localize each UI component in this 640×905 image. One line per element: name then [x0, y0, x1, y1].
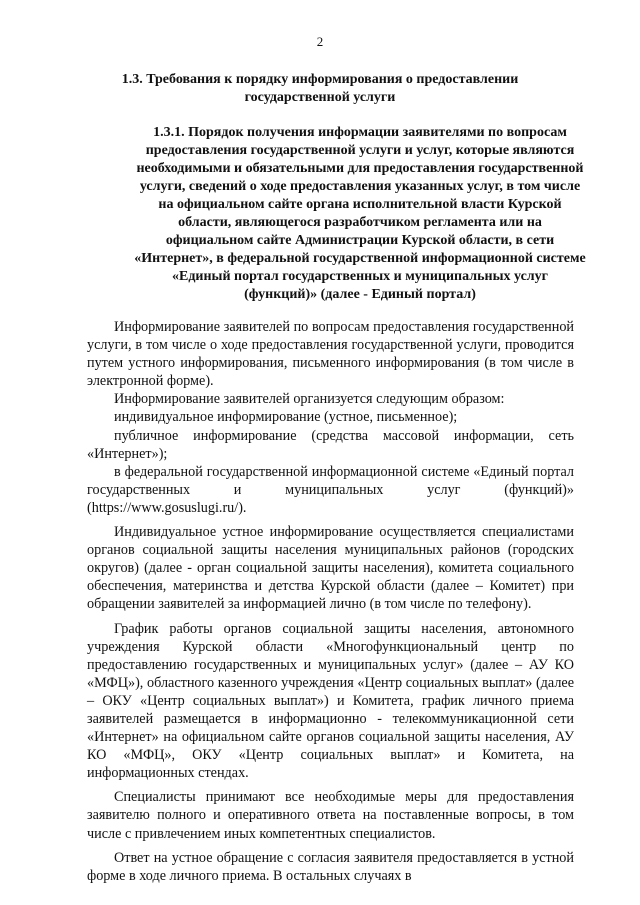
body-paragraph: Информирование заявителей организуется следующим образом:	[114, 391, 505, 408]
subsection-title-line: предоставления государственной услуги и услуг, которые являются	[145, 143, 575, 158]
subsection-title-line: «Интернет», в федеральной государственной информационной системе	[134, 251, 586, 266]
subsection-title-line: 1.3.1. Порядок получения информации заявителями по вопросам	[153, 125, 567, 140]
subsection-title	[110, 124, 610, 304]
subsection-title-line: на официальном сайте органа исполнительной власти Курской	[158, 197, 562, 212]
subsection-title-line: официальном сайте Администрации Курской области, в сети	[165, 233, 555, 248]
subsection-title-line: «Единый портал государственных и муниципальных услуг	[171, 269, 548, 284]
subsection-title-line: необходимыми и обязательными для предоставления государственной	[136, 161, 584, 176]
body-paragraph: в федеральной государственной информационной системе «Единый портал государственных и муниципальных услуг (функций)» (https://www.gosuslugi.ru/).	[87, 463, 574, 516]
body-paragraph: индивидуальное информирование (устное, письменное);	[114, 409, 458, 426]
body-text	[87, 318, 574, 885]
body-paragraph: График работы органов социальной защиты населения, автономного учреждения Курской области «Многофункциональный центр по предоставлению государственных и муниципальных услуг» (далее – АУ КО «МФЦ»), областного казенного учреждения «Центр социальных выплат» (далее – ОКУ «Центр социальных выплат») и Комитета, график личного приема заявителей размещается в информационно - телекоммуникационной сети «Интернет» на официальном сайте органов социальной защиты населения, АУ КО «МФЦ», ОКУ «Центр социальных выплат» и Комитета, на информационных стендах.	[87, 620, 574, 782]
section-title-line: государственной услуги	[244, 90, 396, 105]
page-number: 2	[316, 34, 324, 49]
subsection-title-line: (функций)» (далее - Единый портал)	[244, 287, 476, 302]
body-paragraph: Специалисты принимают все необходимые меры для предоставления заявителю полного и оперативного ответа на поставленные вопросы, в том числе с привлечением иных компетентных специалистов.	[87, 789, 574, 842]
body-paragraph: Информирование заявителей по вопросам предоставления государственной услуги, в том числе о ходе предоставления государственной услуги, проводится путем устного информирования, письменного информирования (в том числе в электронной форме).	[87, 319, 574, 390]
subsection-title-line: области, являющегося разработчиком регламента или на	[178, 215, 542, 230]
subsection-title-line: услуги, сведений о ходе предоставления указанных услуг, в том числе	[139, 179, 581, 194]
body-paragraph: публичное информирование (средства массовой информации, сеть «Интернет»);	[87, 427, 574, 462]
body-paragraph: Индивидуальное устное информирование осуществляется специалистами органов социальной защиты населения муниципальных районов (городских округов) (далее - орган социальной защиты населения), комитета социального обеспечения, материнства и детства Курской области (далее – Комитет) при обращении заявителей за информацией лично (в том числе по телефону).	[87, 524, 574, 613]
section-title-line: 1.3. Требования к порядку информирования о предоставлении	[121, 72, 519, 87]
body-paragraph: Ответ на устное обращение с согласия заявителя предоставляется в устной форме в ходе личного приема. В остальных случаях в	[87, 849, 574, 884]
section-title	[0, 71, 640, 107]
